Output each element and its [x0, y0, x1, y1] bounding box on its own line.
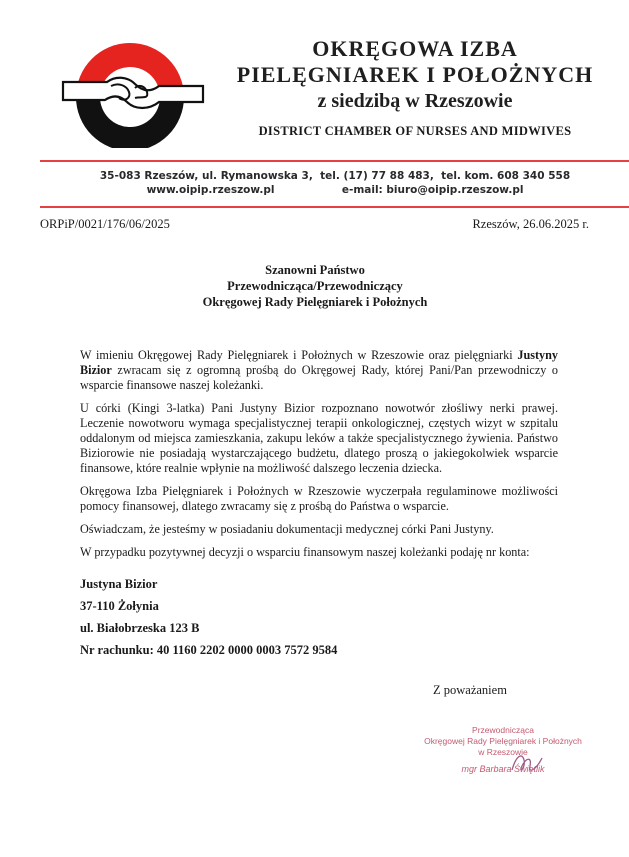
official-stamp	[418, 725, 588, 775]
contact-tel-kom: tel. kom. 608 340 558	[441, 170, 571, 182]
salutation-line1: Szanowni Państwo	[265, 263, 365, 277]
stamp-line3: w Rzeszowie	[478, 747, 528, 757]
contact-www[interactable]: www.oipip.rzeszow.pl	[146, 184, 275, 196]
document-reference: ORPiP/0021/176/06/2025	[40, 217, 170, 231]
beneficiary-name: Justyny Bizior	[80, 348, 558, 377]
contact-tel: tel. (17) 77 88 483,	[320, 170, 434, 182]
letter-body	[80, 348, 558, 568]
handwritten-signature	[508, 748, 548, 778]
salutation-line2: Przewodnicząca/Przewodniczący	[227, 279, 403, 293]
header-divider-top	[40, 160, 629, 162]
paragraph-4: Oświadczam, że jesteśmy w posiadaniu dokumentacji medycznej córki Pani Justyny.	[80, 522, 494, 536]
organization-name	[215, 36, 615, 114]
paragraph-3: Okręgowa Izba Pielęgniarek i Położnych w Rzeszowie wyczerpała regulaminowe możliwości pomocy finansowej, dlatego zwracamy się z prośbą do Państwa o wsparcie.	[80, 484, 558, 513]
account-holder: Justyna Bizior	[80, 577, 158, 591]
paragraph-5: W przypadku pozytywnej decyzji o wsparciu finansowym naszej koleżanki podaję nr konta:	[80, 545, 530, 559]
contact-line-1	[40, 170, 629, 182]
closing: Z poważaniem	[433, 683, 507, 697]
org-name-line1: OKRĘGOWA IZBA	[312, 36, 518, 61]
paragraph-1: W imieniu Okręgowej Rady Pielęgniarek i Położnych w Rzeszowie oraz pielęgniarki Justyny Bizior zwracam się z ogromną prośbą do Okręgowej Rady, której Pani/Pan przewodniczy o wsparcie finansowe naszej koleżanki.	[80, 348, 558, 392]
chamber-logo	[55, 38, 205, 148]
stamp-signatory: mgr Barbara Świętlik	[461, 764, 545, 774]
salutation-line3: Okręgowej Rady Pielęgniarek i Położnych	[202, 295, 428, 309]
account-postal: 37-110 Żołynia	[80, 599, 159, 613]
salutation	[150, 262, 480, 310]
contact-address: 35-083 Rzeszów, ul. Rymanowska 3,	[99, 170, 313, 182]
org-name-line2: PIELĘGNIAREK I POŁOŻNYCH	[236, 62, 594, 87]
account-street: ul. Białobrzeska 123 B	[80, 621, 200, 635]
stamp-line2: Okręgowej Rady Pielęgniarek i Położnych	[424, 736, 582, 746]
header-divider-bottom	[40, 206, 629, 208]
org-name-english: DISTRICT CHAMBER OF NURSES AND MIDWIVES	[258, 124, 572, 138]
contact-email[interactable]: e-mail: biuro@oipip.rzeszow.pl	[341, 184, 524, 196]
org-name-line3: z siedzibą w Rzeszowie	[317, 90, 513, 112]
contact-line-2	[40, 184, 629, 196]
document-date: Rzeszów, 26.06.2025 r.	[472, 217, 589, 231]
account-number: Nr rachunku: 40 1160 2202 0000 0003 7572 9584	[80, 643, 338, 657]
stamp-line1: Przewodnicząca	[472, 725, 534, 735]
bank-account-details	[80, 573, 337, 661]
paragraph-2: U córki (Kingi 3-latka) Pani Justyny Bizior rozpoznano nowotwór złośliwy nerki prawej. Leczenie nowotworu wymaga specjalistycznej terapii onkologicznej, częstych wizyt w szpitalu oddalonym od miejsca zamieszkania, zakupu leków a także specjalistycznego żywienia. Państwo Biziorowie nie posiadają wystarczającego budżetu, dlatego proszą o jakiegokolwiek wsparcie finansowe, które realnie wpłynie na możliwość dalszego leczenia dziecka.	[80, 401, 558, 475]
